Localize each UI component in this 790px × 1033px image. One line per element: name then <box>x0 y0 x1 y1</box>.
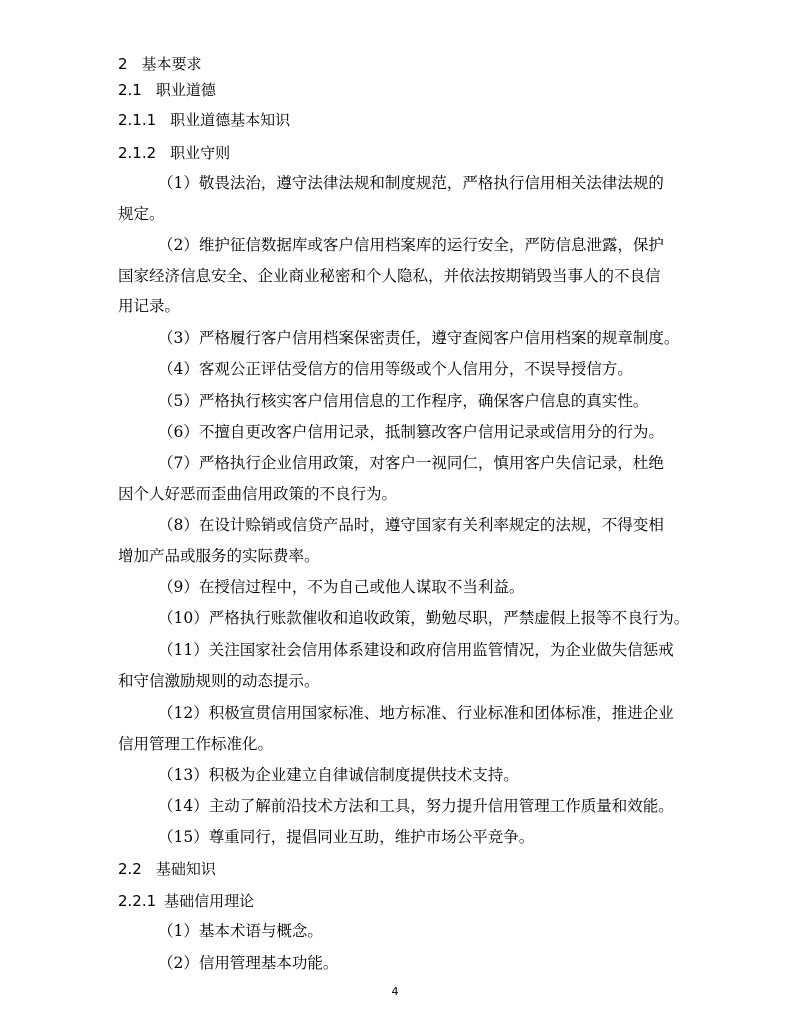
rule-line: 信用管理工作标准化。 <box>118 735 274 753</box>
section-heading-2-1 <box>118 80 678 100</box>
section-heading-2-2 <box>118 859 678 879</box>
section-title: 职业道德基本知识 <box>170 111 291 129</box>
rule-line: 因个人好恶而歪曲信用政策的不良行为。 <box>118 485 398 503</box>
section-number: 2 <box>118 55 128 73</box>
rule-line: 增加产品或服务的实际费率。 <box>118 547 320 565</box>
section-heading-2 <box>118 54 678 74</box>
section-heading-2-1-2 <box>118 143 678 163</box>
rule-line: （9）在授信过程中，不为自己或他人谋取不当利益。 <box>158 578 525 596</box>
rule-line: （4）客观公正评估受信方的信用等级或个人信用分，不误导授信方。 <box>158 360 633 378</box>
section-number: 2.2 <box>118 860 142 878</box>
section-title: 基础知识 <box>155 860 216 878</box>
page-number: 4 <box>391 985 399 998</box>
rule-line: （10）严格执行账款催收和追收政策，勤勉尽职，严禁虚假上报等不良行为。 <box>158 609 690 627</box>
section-heading-2-1-1 <box>118 110 678 130</box>
rule-line: （12）积极宣贯信用国家标准、地方标准、行业标准和团体标准，推进企业 <box>158 704 674 722</box>
section-title: 基础信用理论 <box>164 892 255 910</box>
section-number: 2.1.2 <box>118 144 157 162</box>
rule-line: （14）主动了解前沿技术方法和工具，努力提升信用管理工作质量和效能。 <box>158 797 674 815</box>
section-number: 2.1 <box>118 81 142 99</box>
rule-line: 规定。 <box>118 205 165 223</box>
section-number: 2.1.1 <box>118 111 157 129</box>
rule-line: 用记录。 <box>118 297 181 315</box>
section-title: 职业道德 <box>155 81 216 99</box>
rule-line: （6）不擅自更改客户信用记录，抵制篡改客户信用记录或信用分的行为。 <box>158 423 664 441</box>
basics-item: （2）信用管理基本功能。 <box>158 954 339 972</box>
rule-line: （11）关注国家社会信用体系建设和政府信用监管情况，为企业做失信惩戒 <box>158 641 674 659</box>
rule-line: （7）严格执行企业信用政策，对客户一视同仁，慎用客户失信记录，杜绝 <box>158 454 664 472</box>
rule-line: （15）尊重同行，提倡同业互助，维护市场公平竞争。 <box>158 828 535 846</box>
basics-item: （1）基本术语与概念。 <box>158 922 323 940</box>
rule-line: （5）严格执行核实客户信用信息的工作程序，确保客户信息的真实性。 <box>158 392 649 410</box>
rule-line: 和守信激励规则的动态提示。 <box>118 672 320 690</box>
section-heading-2-2-1 <box>118 891 678 911</box>
rule-line: （2）维护征信数据库或客户信用档案库的运行安全，严防信息泄露，保护 <box>158 236 664 254</box>
rule-line: （1）敬畏法治，遵守法律法规和制度规范，严格执行信用相关法律法规的 <box>158 174 664 192</box>
section-title: 职业守则 <box>170 144 231 162</box>
section-title: 基本要求 <box>141 55 202 73</box>
section-number: 2.2.1 <box>118 892 157 910</box>
rule-line: （8）在设计赊销或信贷产品时，遵守国家有关利率规定的法规，不得变相 <box>158 516 664 534</box>
rule-line: （3）严格履行客户信用档案保密责任，遵守查阅客户信用档案的规章制度。 <box>158 329 680 347</box>
rule-line: （13）积极为企业建立自律诚信制度提供技术支持。 <box>158 766 519 784</box>
rule-line: 国家经济信息安全、企业商业秘密和个人隐私，并依法按期销毁当事人的不良信 <box>118 267 661 285</box>
